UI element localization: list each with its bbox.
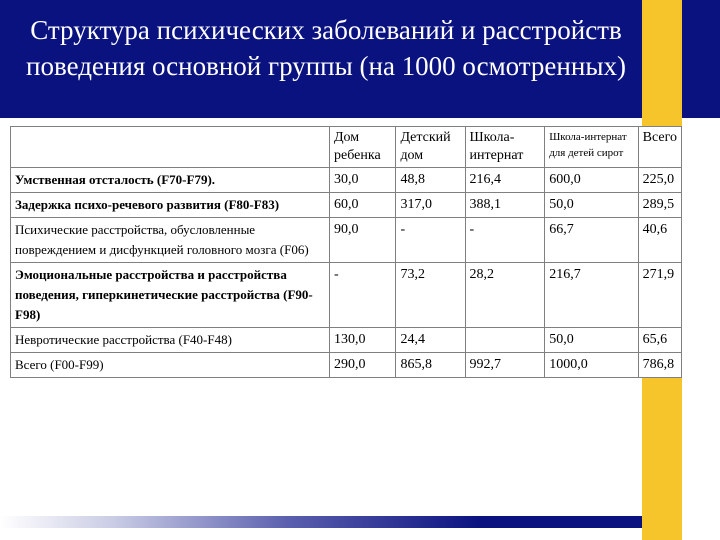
table-cell: 66,7 [545, 218, 638, 263]
table-cell: 60,0 [330, 193, 396, 218]
table-cell: 317,0 [396, 193, 465, 218]
table-cell: 50,0 [545, 193, 638, 218]
column-header: Всего [638, 127, 681, 168]
table-row [11, 193, 682, 218]
table-cell: 90,0 [330, 218, 396, 263]
table-cell: 50,0 [545, 328, 638, 353]
slide-title: Структура психических заболеваний и расстройств поведения основной группы (на 1000 осмотренных) [26, 15, 626, 81]
table-cell: 225,0 [638, 168, 681, 193]
table-cell: 65,6 [638, 328, 681, 353]
row-label: Эмоциональные расстройства и расстройства поведения, гиперкинетические расстройства (F90-F98) [11, 263, 330, 328]
table-cell: 271,9 [638, 263, 681, 328]
table-cell: 289,5 [638, 193, 681, 218]
table-cell: 28,2 [465, 263, 545, 328]
table-cell: 24,4 [396, 328, 465, 353]
row-label: Умственная отсталость (F70-F79). [11, 168, 330, 193]
column-header: Дом ребенка [330, 127, 396, 168]
table-cell: 216,7 [545, 263, 638, 328]
column-header: Школа-интернат [465, 127, 545, 168]
table-cell: 600,0 [545, 168, 638, 193]
table-row [11, 353, 682, 378]
column-header: Школа-интернат для детей сирот [545, 127, 638, 168]
table-cell: 48,8 [396, 168, 465, 193]
table-cell: 216,4 [465, 168, 545, 193]
data-table [10, 126, 682, 378]
table-row [11, 328, 682, 353]
table-row [11, 168, 682, 193]
table-cell: 1000,0 [545, 353, 638, 378]
table-cell: 73,2 [396, 263, 465, 328]
row-label: Невротические расстройства (F40-F48) [11, 328, 330, 353]
table-row [11, 263, 682, 328]
row-label: Психические расстройства, обусловленные повреждением и дисфункцией головного мозга (F06) [11, 218, 330, 263]
table-row [11, 218, 682, 263]
table-cell: 865,8 [396, 353, 465, 378]
table-cell: - [330, 263, 396, 328]
table-cell: 290,0 [330, 353, 396, 378]
table-cell: 388,1 [465, 193, 545, 218]
bottom-gradient-bar [0, 516, 642, 528]
row-label: Задержка психо-речевого развития (F80-F83) [11, 193, 330, 218]
table-cell: 40,6 [638, 218, 681, 263]
column-header: Детский дом [396, 127, 465, 168]
table-cell: 130,0 [330, 328, 396, 353]
table-cell [465, 328, 545, 353]
table-cell: 992,7 [465, 353, 545, 378]
table-header-row [11, 127, 682, 168]
table-cell: - [396, 218, 465, 263]
row-label: Всего (F00-F99) [11, 353, 330, 378]
table-cell: - [465, 218, 545, 263]
table-cell: 30,0 [330, 168, 396, 193]
table-cell: 786,8 [638, 353, 681, 378]
header-empty-cell [11, 127, 330, 168]
